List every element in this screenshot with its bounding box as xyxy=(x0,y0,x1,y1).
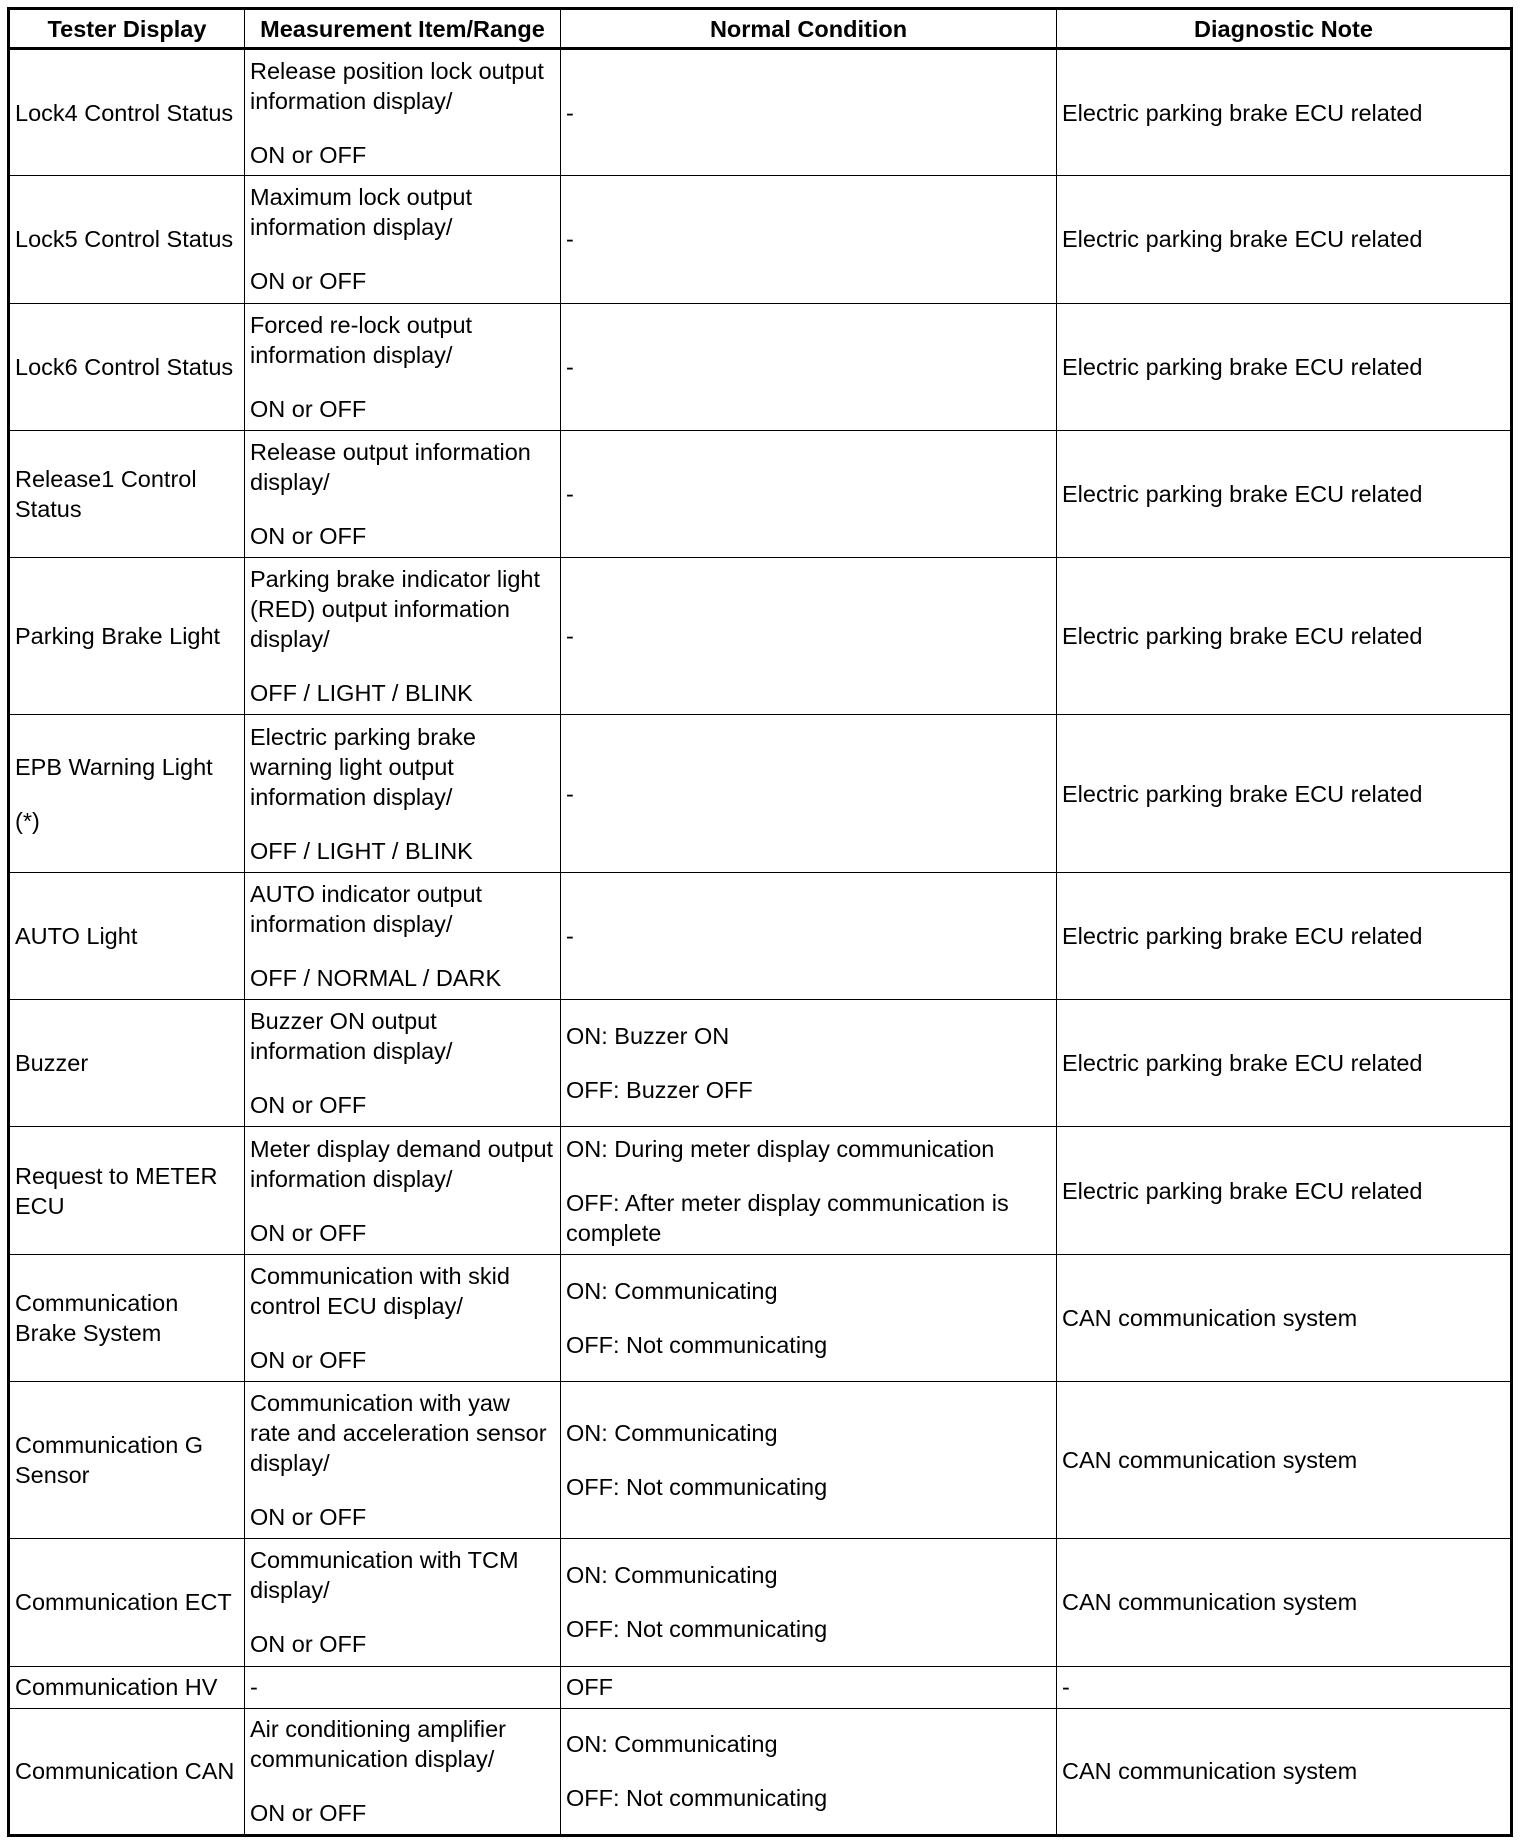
diagnostic-note-cell xyxy=(1057,430,1512,557)
cell-text: ON or OFF xyxy=(250,1800,367,1827)
cell-text: OFF: After meter display communication is complete xyxy=(566,1189,1009,1246)
cell-text: OFF: Not communicating xyxy=(566,1474,828,1501)
diagnostic-note-cell xyxy=(1057,872,1512,999)
cell-text: - xyxy=(566,623,574,650)
measurement-item-cell xyxy=(245,1666,561,1708)
cell-text: Electric parking brake ECU related xyxy=(1062,226,1423,253)
cell-text: Release output information display/ xyxy=(250,438,531,495)
cell-text: Electric parking brake ECU related xyxy=(1062,1050,1423,1077)
normal-condition-cell xyxy=(561,1708,1057,1835)
cell-text: Maximum lock output information display/ xyxy=(250,184,473,241)
table-row xyxy=(9,1539,1512,1666)
table-row xyxy=(9,1127,1512,1254)
measurement-item-cell xyxy=(245,430,561,557)
header-row xyxy=(9,9,1512,49)
tester-display-cell xyxy=(9,1381,245,1538)
cell-text: Communication Brake System xyxy=(15,1289,179,1346)
cell-text: - xyxy=(566,99,574,126)
table-row xyxy=(9,1000,1512,1127)
normal-condition-cell xyxy=(561,1254,1057,1381)
cell-text: ON or OFF xyxy=(250,1346,367,1373)
cell-text: - xyxy=(250,1674,258,1701)
tester-display-cell xyxy=(9,49,245,176)
normal-condition-cell xyxy=(561,430,1057,557)
measurement-item-cell xyxy=(245,176,561,303)
diagnostic-note-cell xyxy=(1057,176,1512,303)
cell-text: ON: Communicating xyxy=(566,1420,778,1447)
cell-text: Communication HV xyxy=(15,1674,218,1701)
cell-text: OFF: Buzzer OFF xyxy=(566,1077,753,1104)
cell-text: Forced re-lock output information display/ xyxy=(250,311,473,368)
cell-text: Air conditioning amplifier communication display/ xyxy=(250,1716,507,1773)
table-row xyxy=(9,715,1512,872)
cell-text: OFF / NORMAL / DARK xyxy=(250,964,502,991)
cell-text: Electric parking brake ECU related xyxy=(1062,353,1423,380)
data-list-table xyxy=(7,7,1513,1837)
tester-display-cell xyxy=(9,303,245,430)
table-row xyxy=(9,1666,1512,1708)
normal-condition-cell xyxy=(561,1127,1057,1254)
normal-condition-cell xyxy=(561,558,1057,715)
tester-display-cell xyxy=(9,1666,245,1708)
normal-condition-cell xyxy=(561,1000,1057,1127)
diagnostic-note-cell xyxy=(1057,1708,1512,1835)
column-header-tester-display: Tester Display xyxy=(9,9,245,49)
cell-text: ON or OFF xyxy=(250,268,367,295)
table-row xyxy=(9,1708,1512,1835)
cell-text: CAN communication system xyxy=(1062,1304,1358,1331)
table-row xyxy=(9,1254,1512,1381)
cell-text: Lock4 Control Status xyxy=(15,99,234,126)
normal-condition-cell xyxy=(561,1666,1057,1708)
cell-text: ON: Communicating xyxy=(566,1731,778,1758)
measurement-item-cell xyxy=(245,558,561,715)
cell-text: Communication with skid control ECU display/ xyxy=(250,1262,510,1319)
cell-text: ON or OFF xyxy=(250,141,367,168)
column-header-measurement-item: Measurement Item/Range xyxy=(245,9,561,49)
normal-condition-cell xyxy=(561,303,1057,430)
cell-text: ON: Communicating xyxy=(566,1562,778,1589)
cell-text: Release1 Control Status xyxy=(15,465,197,522)
tester-display-cell xyxy=(9,1127,245,1254)
normal-condition-cell xyxy=(561,872,1057,999)
table-row xyxy=(9,1381,1512,1538)
cell-text: Parking Brake Light xyxy=(15,623,221,650)
cell-text: Lock6 Control Status xyxy=(15,353,234,380)
cell-text: OFF / LIGHT / BLINK xyxy=(250,680,473,707)
tester-display-cell xyxy=(9,558,245,715)
cell-text: ON: Communicating xyxy=(566,1277,778,1304)
cell-text: CAN communication system xyxy=(1062,1589,1358,1616)
measurement-item-cell xyxy=(245,303,561,430)
tester-display-cell xyxy=(9,1708,245,1835)
table-row xyxy=(9,303,1512,430)
diagnostic-note-cell xyxy=(1057,1000,1512,1127)
cell-text: OFF: Not communicating xyxy=(566,1785,828,1812)
diagnostic-note-cell xyxy=(1057,49,1512,176)
diagnostic-note-cell xyxy=(1057,715,1512,872)
cell-text: CAN communication system xyxy=(1062,1758,1358,1785)
cell-text: - xyxy=(1062,1674,1070,1701)
measurement-item-cell xyxy=(245,1708,561,1835)
cell-text: Communication with TCM display/ xyxy=(250,1547,519,1604)
normal-condition-cell xyxy=(561,715,1057,872)
table-row xyxy=(9,872,1512,999)
tester-display-cell xyxy=(9,1000,245,1127)
table-row xyxy=(9,176,1512,303)
normal-condition-cell xyxy=(561,176,1057,303)
cell-text: ON: Buzzer ON xyxy=(566,1023,730,1050)
column-header-diagnostic-note: Diagnostic Note xyxy=(1057,9,1512,49)
cell-text: EPB Warning Light xyxy=(15,753,213,780)
cell-text: Request to METER ECU xyxy=(15,1162,218,1219)
cell-text: Communication CAN xyxy=(15,1758,235,1785)
cell-text: - xyxy=(566,226,574,253)
diagnostic-note-cell xyxy=(1057,1254,1512,1381)
cell-text: Electric parking brake ECU related xyxy=(1062,480,1423,507)
column-header-normal-condition: Normal Condition xyxy=(561,9,1057,49)
cell-text: ON or OFF xyxy=(250,522,367,549)
cell-text: OFF xyxy=(566,1674,613,1701)
cell-text: OFF: Not communicating xyxy=(566,1616,828,1643)
measurement-item-cell xyxy=(245,1254,561,1381)
tester-display-cell xyxy=(9,1539,245,1666)
measurement-item-cell xyxy=(245,1127,561,1254)
diagnostic-note-cell xyxy=(1057,1539,1512,1666)
cell-text: ON: During meter display communication xyxy=(566,1135,995,1162)
normal-condition-cell xyxy=(561,1381,1057,1538)
diagnostic-note-cell xyxy=(1057,1381,1512,1538)
cell-text: Buzzer ON output information display/ xyxy=(250,1008,453,1065)
cell-text: - xyxy=(566,480,574,507)
cell-text: Communication G Sensor xyxy=(15,1432,204,1489)
table-row xyxy=(9,49,1512,176)
diagnostic-note-cell xyxy=(1057,303,1512,430)
cell-text: - xyxy=(566,780,574,807)
table-body xyxy=(9,49,1512,1836)
cell-text: OFF: Not communicating xyxy=(566,1331,828,1358)
cell-text: Communication ECT xyxy=(15,1589,232,1616)
tester-display-cell xyxy=(9,176,245,303)
cell-text: ON or OFF xyxy=(250,1631,367,1658)
cell-text: (*) xyxy=(15,807,40,834)
measurement-item-cell xyxy=(245,1000,561,1127)
cell-text: Communication with yaw rate and acceleration sensor display/ xyxy=(250,1390,547,1477)
cell-text: Release position lock output information display/ xyxy=(250,57,544,114)
measurement-item-cell xyxy=(245,1539,561,1666)
cell-text: Meter display demand output information display/ xyxy=(250,1135,554,1192)
cell-text: Parking brake indicator light (RED) output information display/ xyxy=(250,566,540,653)
cell-text: Electric parking brake ECU related xyxy=(1062,780,1423,807)
cell-text: Electric parking brake ECU related xyxy=(1062,922,1423,949)
diagnostic-note-cell xyxy=(1057,558,1512,715)
normal-condition-cell xyxy=(561,1539,1057,1666)
cell-text: ON or OFF xyxy=(250,1092,367,1119)
cell-text: Buzzer xyxy=(15,1050,89,1077)
table-row xyxy=(9,558,1512,715)
cell-text: AUTO indicator output information display/ xyxy=(250,880,483,937)
measurement-item-cell xyxy=(245,1381,561,1538)
cell-text: CAN communication system xyxy=(1062,1447,1358,1474)
diagnostic-note-cell xyxy=(1057,1127,1512,1254)
cell-text: ON or OFF xyxy=(250,395,367,422)
table-row xyxy=(9,430,1512,557)
tester-display-cell xyxy=(9,715,245,872)
cell-text: ON or OFF xyxy=(250,1504,367,1531)
measurement-item-cell xyxy=(245,872,561,999)
tester-display-cell xyxy=(9,872,245,999)
measurement-item-cell xyxy=(245,715,561,872)
tester-display-cell xyxy=(9,430,245,557)
diagnostic-note-cell xyxy=(1057,1666,1512,1708)
cell-text: Electric parking brake warning light output information display/ xyxy=(250,723,476,810)
cell-text: AUTO Light xyxy=(15,922,138,949)
cell-text: Lock5 Control Status xyxy=(15,226,234,253)
normal-condition-cell xyxy=(561,49,1057,176)
cell-text: Electric parking brake ECU related xyxy=(1062,623,1423,650)
cell-text: Electric parking brake ECU related xyxy=(1062,1177,1423,1204)
measurement-item-cell xyxy=(245,49,561,176)
cell-text: ON or OFF xyxy=(250,1219,367,1246)
cell-text: - xyxy=(566,922,574,949)
cell-text: - xyxy=(566,353,574,380)
tester-display-cell xyxy=(9,1254,245,1381)
cell-text: OFF / LIGHT / BLINK xyxy=(250,837,473,864)
cell-text: Electric parking brake ECU related xyxy=(1062,99,1423,126)
